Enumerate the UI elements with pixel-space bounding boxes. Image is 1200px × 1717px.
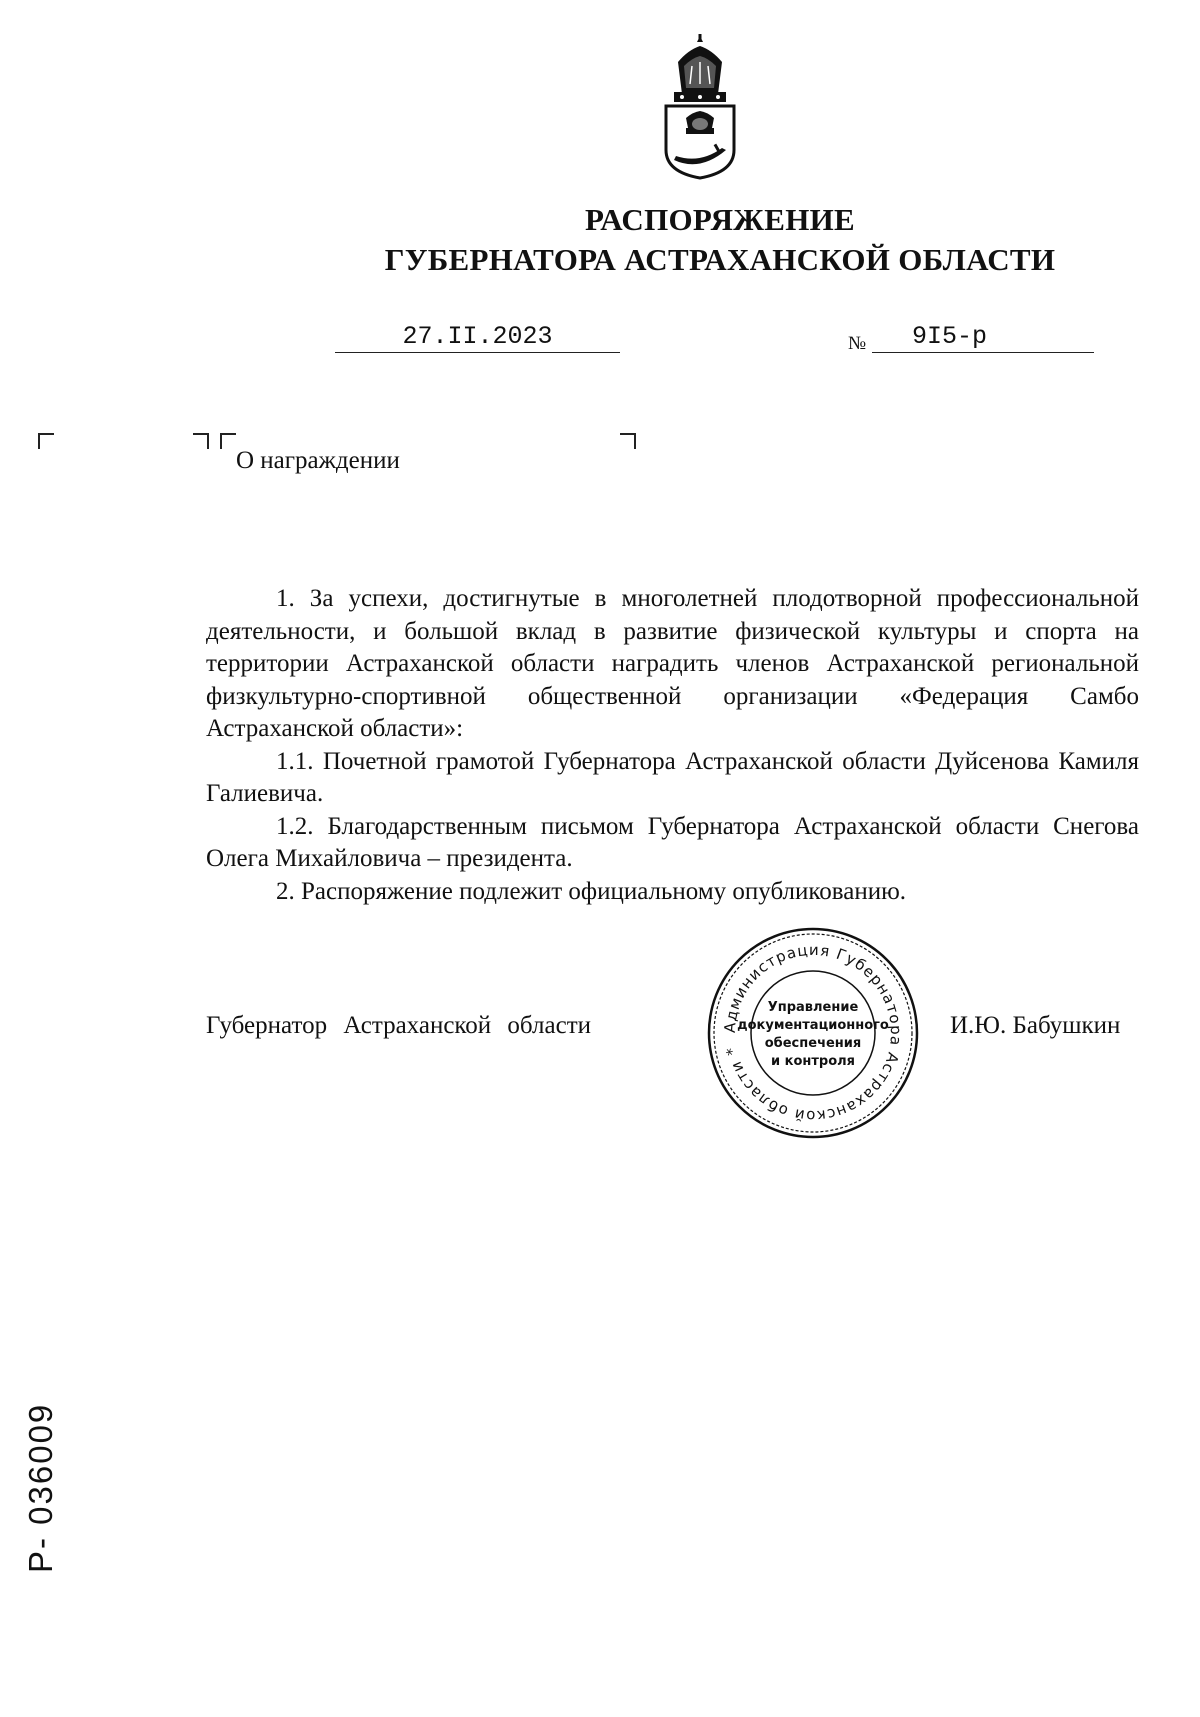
document-body [206,583,1139,908]
document-subject: О награждении [236,447,400,474]
number-sign: № [848,333,867,354]
signer-position: Губернатор Астраханской области [206,1012,592,1039]
corner-mark-left [38,433,54,449]
corner-mark-subject-start [220,433,236,449]
seal-ring-text: Администрация Губернатора Астраханской области * [720,940,906,1126]
paragraph-1: 1. За успехи, достигнутые в многолетней плодотворной профессиональной деятельности, и большой вклад в развитие физической культуры и спорта на территории Астраханской области наградить членов Астраханской региональной физкультурно-спортивной общественной организации «Федерация Самбо Астраханской области»: [206,585,1139,742]
form-serial-number: Р- 036009 [22,1402,59,1573]
seal-line-3: обеспечения [764,1036,862,1051]
paragraph-2: 2. Распоряжение подлежит официальному опубликованию. [276,877,907,905]
signer-name: И.Ю. Бабушкин [950,1012,1121,1039]
document-number: 9I5-р [872,322,1094,353]
corner-mark-subject-end [620,433,636,449]
seal-line-4: и контроля [770,1054,856,1069]
document-date: 27.II.2023 [335,322,620,353]
official-seal-icon [703,923,923,1143]
paragraph-1-2: 1.2. Благодарственным письмом Губернатора Астраханской области Снегова Олега Михайловича – президента. [206,812,1139,872]
seal-line-2: документационного [737,1018,889,1033]
document-title: РАСПОРЯЖЕНИЕ [584,202,856,237]
paragraph-1-1: 1.1. Почетной грамотой Губернатора Астраханской области Дуйсенова Камиля Галиевича. [206,747,1139,807]
seal-line-1: Управление [767,1000,859,1015]
corner-mark-field-end [193,433,209,449]
coat-of-arms-icon [660,32,740,180]
document-issuer: ГУБЕРНАТОРА АСТРАХАНСКОЙ ОБЛАСТИ [384,242,1056,277]
svg-text:Администрация Губернатора Астр [721,941,905,1125]
